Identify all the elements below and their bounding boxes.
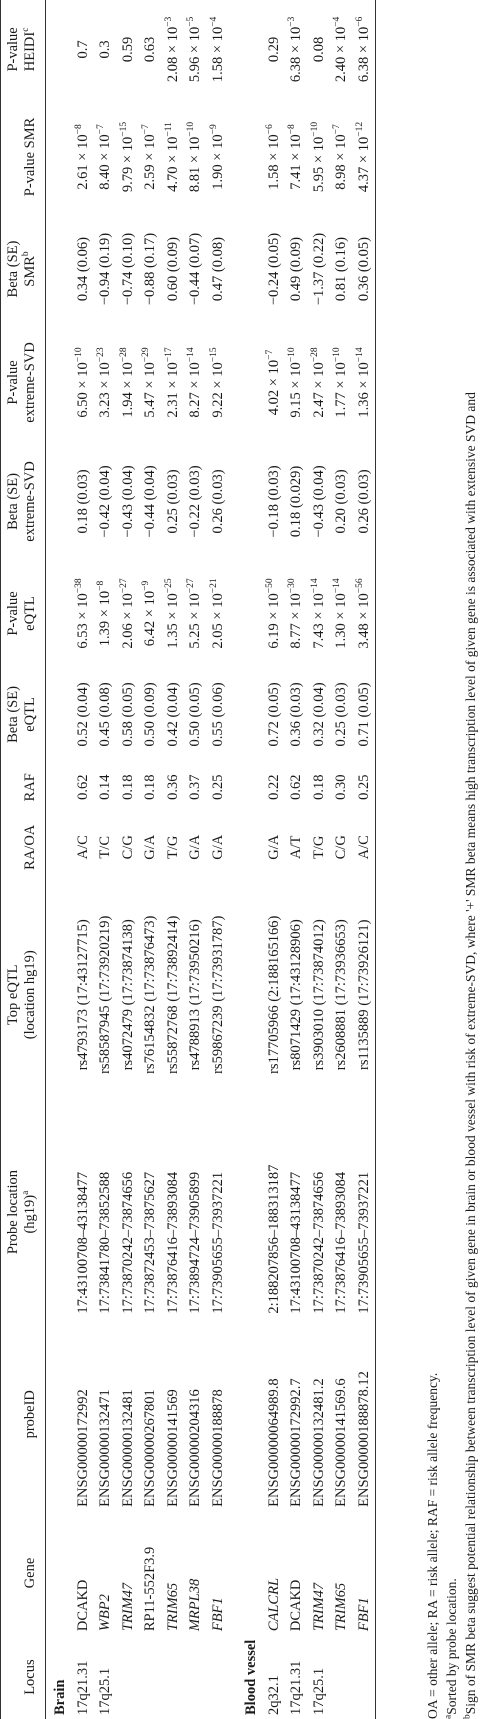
cell-p-smr: $8.98 \times 10^{-7}$ <box>332 124 349 190</box>
cell-beta-smr: −1.37 (0.22) <box>310 232 327 306</box>
cell-p-smr: $7.41 \times 10^{-8}$ <box>287 124 304 190</box>
cell-probe-location: 17:73876416–73893084 <box>333 1171 349 1314</box>
cell-gene: DCAKD <box>288 1579 304 1632</box>
cell-p-svd: $9.22 \times 10^{-15}$ <box>208 347 226 418</box>
header-p-heidi: P-value HEIDI$^c$ <box>1 0 46 99</box>
cell-p-heidi: $1.58 \times 10^{-4}$ <box>208 16 226 83</box>
cell-p-eqtl: $1.39 \times 10^{-8}$ <box>96 580 113 647</box>
cell-ra-oa: A/C <box>74 835 91 860</box>
cell-top-eqtl: rs4788913 (17:73950216) <box>187 919 203 1071</box>
cell-locus: 17q21.31 <box>74 1660 91 1715</box>
cell-p-eqtl: $5.25 \times 10^{-27}$ <box>186 578 203 649</box>
cell-probe-location: 17:73841780–73852588 <box>97 1171 113 1314</box>
cell-p-svd: $6.50 \times 10^{-10}$ <box>73 347 91 418</box>
cell-ra-oa: T/G <box>164 835 181 859</box>
cell-beta-svd: −0.44 (0.04) <box>142 465 158 538</box>
cell-ra-oa: C/G <box>333 835 349 860</box>
cell-probe-location: 17:43100708–43138477 <box>288 1171 304 1314</box>
cell-beta-svd: 0.18 (0.029) <box>288 465 304 538</box>
cell-gene: TRIM65 <box>164 1582 181 1632</box>
table-row <box>330 0 353 1719</box>
table-row <box>162 0 185 1719</box>
cell-p-eqtl: $1.30 \times 10^{-14}$ <box>332 578 349 649</box>
section-label: Brain <box>52 1679 68 1715</box>
header-probeid: probeID <box>1 1318 46 1511</box>
cell-p-smr: $1.90 \times 10^{-9}$ <box>208 124 226 190</box>
cell-locus <box>117 1635 140 1719</box>
cell-p-svd: $4.02 \times 10^{-7}$ <box>264 349 282 416</box>
cell-probeid: ENSG00000132481 <box>119 1389 136 1507</box>
cell-top-eqtl: rs1135889 (17:73926121) <box>353 883 376 1107</box>
footnote: OA = other allele; RA = risk allele; RAF = risk allele frequency. <box>425 1372 440 1719</box>
table-row <box>308 0 331 1719</box>
cell-p-svd: $2.47 \times 10^{-28}$ <box>309 347 327 418</box>
cell-beta-smr: −0.94 (0.19) <box>97 232 113 306</box>
cell-probeid: ENSG00000064989.8 <box>265 1378 282 1507</box>
header-beta-smr: Beta (SE) SMR$^b$ <box>1 215 46 323</box>
cell-probe-location: 17:73872453–73875627 <box>142 1171 158 1314</box>
cell-top-eqtl: rs3903010 (17:73874012) <box>310 919 327 1071</box>
cell-p-svd: $1.36 \times 10^{-14}$ <box>353 323 376 442</box>
cell-gene: RP11-552F3.9 <box>142 1546 158 1632</box>
header-top-eqtl: Top eQTL (location hg19) <box>1 883 46 1107</box>
cell-locus: 2q32.1 <box>265 1675 282 1715</box>
cell-p-eqtl: $3.48 \times 10^{-56}$ <box>353 561 376 666</box>
table-row <box>139 0 162 1719</box>
cell-p-svd: $1.94 \times 10^{-28}$ <box>118 347 136 418</box>
cell-probe-location: 17:73870242–73874656 <box>310 1171 327 1314</box>
cell-top-eqtl: rs55872768 (17:73892414) <box>164 915 181 1074</box>
cell-p-smr: $9.79 \times 10^{-15}$ <box>118 121 136 193</box>
cell-locus: 17q25.1 <box>97 1667 113 1715</box>
cell-p-heidi: 0.3 <box>97 40 113 59</box>
cell-beta-smr: −0.24 (0.05) <box>265 232 282 306</box>
cell-p-smr: $8.40 \times 10^{-7}$ <box>96 124 113 190</box>
cell-beta-smr: −0.88 (0.17) <box>142 232 158 306</box>
cell-p-smr: $2.61 \times 10^{-8}$ <box>73 124 91 190</box>
table-row <box>207 0 230 1719</box>
cell-p-heidi: $6.38 \times 10^{-3}$ <box>287 16 304 83</box>
cell-ra-oa: T/C <box>97 836 113 859</box>
section-row <box>46 0 72 1719</box>
cell-ra-oa: G/A <box>265 834 282 860</box>
cell-p-heidi: 0.7 <box>74 40 91 59</box>
cell-probe-location: 17:73905655–73937221 <box>209 1171 226 1314</box>
header-gene: Gene <box>1 1511 46 1635</box>
cell-top-eqtl: rs4072479 (17:73874138) <box>119 919 136 1071</box>
cell-raf: 0.25 <box>209 774 226 800</box>
cell-probeid: ENSG00000188878 <box>209 1389 226 1507</box>
cell-locus <box>184 1635 207 1719</box>
cell-beta-eqtl: 0.72 (0.05) <box>265 682 282 747</box>
section-label: Blood vessel <box>243 1639 259 1715</box>
table-row <box>263 0 286 1719</box>
cell-beta-svd: 0.25 (0.03) <box>164 469 181 534</box>
header-raf: RAF <box>1 763 46 812</box>
cell-beta-eqtl: 0.42 (0.04) <box>164 682 181 747</box>
cell-gene: WBP2 <box>97 1594 113 1632</box>
cell-p-heidi: 0.59 <box>119 36 136 63</box>
table-row <box>353 0 376 1719</box>
cell-beta-smr: 0.60 (0.09) <box>164 237 181 302</box>
cell-p-heidi: 0.63 <box>142 36 158 63</box>
header-locus: Locus <box>1 1635 46 1719</box>
cell-p-svd: $2.31 \times 10^{-17}$ <box>163 347 181 418</box>
cell-p-eqtl: $8.77 \times 10^{-30}$ <box>287 578 304 649</box>
cell-probe-location: 2:188207856–188313187 <box>265 1164 282 1314</box>
cell-probeid: ENSG00000172992 <box>74 1389 91 1507</box>
cell-p-svd: $1.77 \times 10^{-10}$ <box>332 347 349 418</box>
cell-p-svd: $5.47 \times 10^{-29}$ <box>141 347 158 418</box>
cell-beta-svd: −0.43 (0.04) <box>310 465 327 538</box>
cell-gene: CALCRL <box>265 1577 282 1632</box>
cell-ra-oa: G/A <box>187 834 203 860</box>
header-p-svd: P-value extreme-SVD <box>1 323 46 442</box>
cell-beta-svd: 0.26 (0.03) <box>209 469 226 534</box>
cell-beta-svd: −0.18 (0.03) <box>265 465 282 538</box>
cell-probe-location: 17:73870242–73874656 <box>119 1171 136 1314</box>
cell-p-heidi: 0.08 <box>310 36 327 63</box>
footnote: $^a$Sorted by probe location. <box>443 1578 459 1719</box>
cell-p-eqtl: $7.43 \times 10^{-14}$ <box>309 578 327 649</box>
header-p-smr: P-value SMR <box>1 99 46 215</box>
cell-probe-location: 17:73894724–73905899 <box>187 1171 203 1314</box>
cell-beta-eqtl: 0.50 (0.09) <box>142 682 158 747</box>
cell-probeid: ENSG00000132471 <box>97 1389 113 1507</box>
cell-beta-eqtl: 0.55 (0.06) <box>209 682 226 747</box>
cell-top-eqtl: rs2608881 (17:73936653) <box>333 919 349 1071</box>
cell-beta-eqtl: 0.25 (0.03) <box>333 682 349 747</box>
cell-beta-eqtl: 0.52 (0.04) <box>74 682 91 747</box>
cell-probeid: ENSG00000141569 <box>164 1389 181 1507</box>
cell-locus <box>330 1635 353 1719</box>
cell-top-eqtl: rs76154832 (17:73876473) <box>142 915 158 1074</box>
cell-p-eqtl: $6.42 \times 10^{-9}$ <box>141 580 158 647</box>
cell-top-eqtl: rs17705966 (2:188165166) <box>265 915 282 1074</box>
cell-beta-svd: 0.20 (0.03) <box>333 469 349 534</box>
cell-probe-location: 17:73876416–73893084 <box>164 1171 181 1314</box>
table-footnotes <box>423 0 480 1719</box>
cell-probeid: ENSG00000188878.12 <box>353 1318 376 1511</box>
cell-beta-eqtl: 0.71 (0.05) <box>353 666 376 763</box>
header-beta-svd: Beta (SE) extreme-SVD <box>1 442 46 561</box>
cell-p-smr: $1.58 \times 10^{-6}$ <box>264 124 282 190</box>
cell-p-smr: $5.95 \times 10^{-10}$ <box>309 121 327 193</box>
cell-gene: DCAKD <box>74 1579 91 1632</box>
table-body <box>46 0 376 1719</box>
cell-p-smr: $2.59 \times 10^{-7}$ <box>141 124 158 190</box>
table-row <box>285 0 308 1719</box>
cell-p-heidi: $2.08 \times 10^{-3}$ <box>163 16 181 83</box>
cell-ra-oa: C/G <box>119 835 136 860</box>
cell-locus <box>353 1635 376 1719</box>
cell-p-eqtl: $2.06 \times 10^{-27}$ <box>118 578 136 649</box>
cell-gene: FBF1 <box>209 1597 226 1632</box>
cell-probeid: ENSG00000204316 <box>187 1389 203 1507</box>
header-p-eqtl: P-value eQTL <box>1 561 46 666</box>
cell-raf: 0.18 <box>142 774 158 800</box>
footnote: $^b$Sign of SMR beta suggest potential relationship between transcription level of given gene in brain or blood vessel with risk of extreme-SVD, where '+' SMR beta means high transcription level of given gene is associated with extensive SVD and <box>462 392 478 1719</box>
cell-beta-smr: 0.49 (0.09) <box>288 237 304 302</box>
cell-gene: MRPL38 <box>187 1578 203 1632</box>
cell-gene: TRIM65 <box>333 1582 349 1632</box>
cell-locus <box>207 1635 230 1719</box>
cell-top-eqtl: rs8071429 (17:43128906) <box>288 919 304 1071</box>
table-row <box>184 0 207 1719</box>
cell-beta-smr: −0.44 (0.07) <box>187 232 203 306</box>
cell-raf: 0.30 <box>333 774 349 800</box>
cell-raf: 0.18 <box>119 774 136 800</box>
cell-gene: FBF1 <box>353 1511 376 1635</box>
cell-locus <box>139 1635 162 1719</box>
cell-probeid: ENSG00000267801 <box>142 1389 158 1507</box>
cell-p-eqtl: $1.35 \times 10^{-25}$ <box>163 578 181 649</box>
cell-p-smr: $4.70 \times 10^{-11}$ <box>163 122 181 192</box>
cell-beta-smr: 0.34 (0.06) <box>74 237 91 302</box>
cell-p-heidi: $6.38 \times 10^{-6}$ <box>353 0 376 99</box>
header-beta-eqtl: Beta (SE) eQTL <box>1 666 46 763</box>
cell-gene: TRIM47 <box>310 1582 327 1632</box>
cell-locus <box>162 1635 185 1719</box>
table-header-row <box>1 0 46 1719</box>
cell-ra-oa: A/C <box>353 812 376 883</box>
section-row <box>229 0 263 1719</box>
cell-ra-oa: T/G <box>310 835 327 859</box>
cell-p-heidi: 0.29 <box>265 36 282 63</box>
cell-raf: 0.25 <box>353 763 376 812</box>
cell-raf: 0.22 <box>265 774 282 800</box>
table-row <box>117 0 140 1719</box>
table-row <box>94 0 117 1719</box>
cell-probeid: ENSG00000172992.7 <box>288 1378 304 1507</box>
cell-raf: 0.14 <box>97 774 113 800</box>
cell-raf: 0.62 <box>74 774 91 800</box>
cell-p-smr: $4.37 \times 10^{-12}$ <box>353 99 376 215</box>
table-row <box>72 0 95 1719</box>
cell-beta-svd: −0.42 (0.04) <box>97 465 113 538</box>
cell-p-eqtl: $2.05 \times 10^{-21}$ <box>208 578 226 649</box>
cell-locus: 17q21.31 <box>288 1660 304 1715</box>
cell-top-eqtl: rs58587945 (17:73920219) <box>97 915 113 1074</box>
cell-raf: 0.36 <box>164 774 181 800</box>
cell-top-eqtl: rs4793173 (17:43127715) <box>74 919 91 1071</box>
cell-raf: 0.18 <box>310 774 327 800</box>
cell-beta-svd: 0.18 (0.03) <box>74 469 91 534</box>
cell-probe-location: 17:43100708–43138477 <box>74 1171 91 1314</box>
cell-p-smr: $8.81 \times 10^{-10}$ <box>186 121 203 193</box>
cell-p-svd: $3.23 \times 10^{-23}$ <box>96 347 113 418</box>
cell-beta-svd: −0.43 (0.04) <box>119 465 136 538</box>
cell-raf: 0.37 <box>187 774 203 800</box>
cell-beta-smr: 0.36 (0.05) <box>353 215 376 323</box>
cell-p-svd: $9.15 \times 10^{-10}$ <box>287 347 304 418</box>
cell-top-eqtl: rs59867239 (17:73931787) <box>209 915 226 1074</box>
cell-gene: TRIM47 <box>119 1582 136 1632</box>
cell-probeid: ENSG00000141569.6 <box>333 1378 349 1507</box>
header-ra-oa: RA/OA <box>1 812 46 883</box>
cell-beta-eqtl: 0.36 (0.03) <box>288 682 304 747</box>
cell-p-eqtl: $6.53 \times 10^{-38}$ <box>73 578 91 649</box>
cell-probeid: ENSG00000132481.2 <box>310 1378 327 1507</box>
cell-beta-eqtl: 0.32 (0.04) <box>310 682 327 747</box>
cell-beta-eqtl: 0.58 (0.05) <box>119 682 136 747</box>
cell-beta-eqtl: 0.50 (0.05) <box>187 682 203 747</box>
cell-p-svd: $8.27 \times 10^{-14}$ <box>186 347 203 418</box>
cell-beta-smr: 0.81 (0.16) <box>333 237 349 302</box>
cell-ra-oa: G/A <box>142 834 158 860</box>
cell-ra-oa: A/T <box>288 835 304 859</box>
cell-p-heidi: $2.40 \times 10^{-4}$ <box>332 16 349 83</box>
cell-raf: 0.62 <box>288 774 304 800</box>
header-probe-location: Probe location $(hg19)^a$ <box>1 1107 46 1318</box>
cell-beta-svd: 0.26 (0.03) <box>353 442 376 561</box>
cell-locus: 17q25.1 <box>310 1667 327 1715</box>
cell-p-eqtl: $6.19 \times 10^{-50}$ <box>264 578 282 649</box>
cell-beta-eqtl: 0.45 (0.08) <box>97 682 113 747</box>
cell-p-heidi: $5.96 \times 10^{-5}$ <box>186 16 203 83</box>
cell-beta-svd: −0.22 (0.03) <box>187 465 203 538</box>
cell-probe-location: 17:73905655–73937221 <box>353 1107 376 1318</box>
cell-ra-oa: G/A <box>209 834 226 860</box>
cell-beta-smr: −0.74 (0.10) <box>119 232 136 306</box>
cell-beta-smr: 0.47 (0.08) <box>209 237 226 302</box>
